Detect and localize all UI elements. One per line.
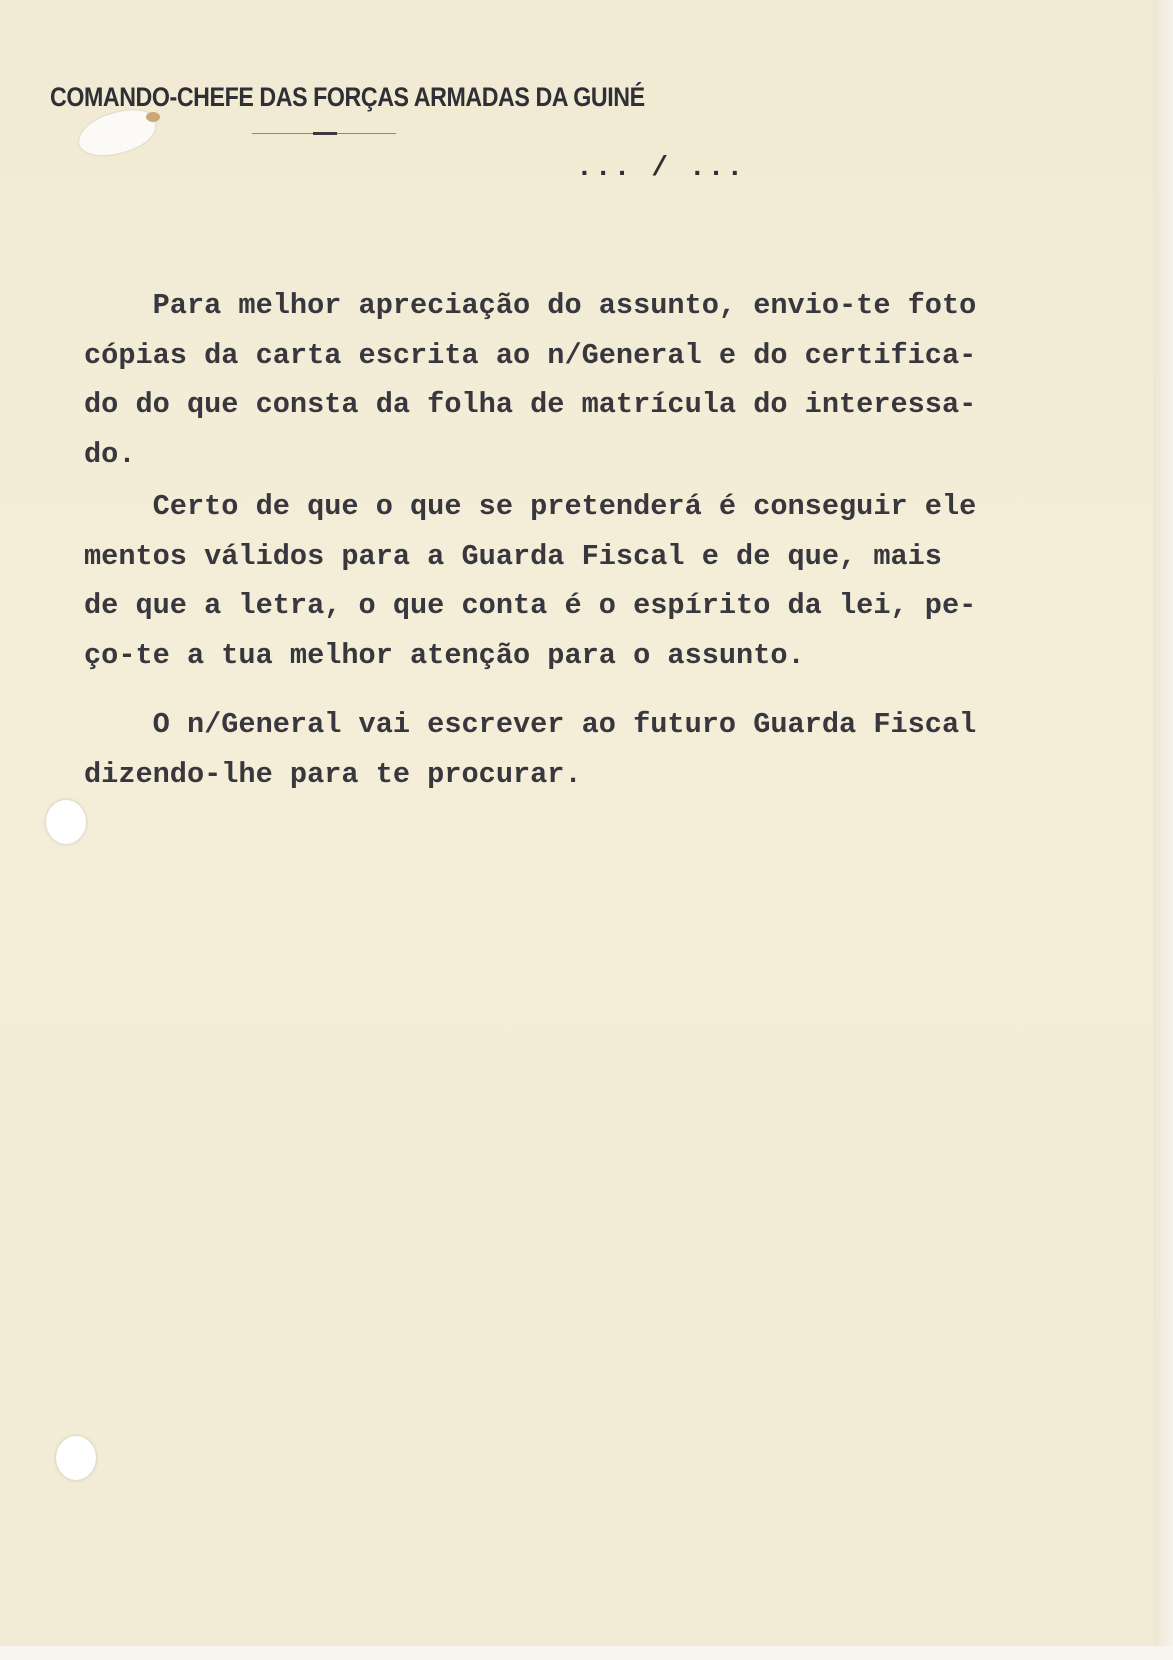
paragraph-2: Certo de que o que se pretenderá é conseguir ele mentos válidos para a Guarda Fiscal e de que, mais de que a letra, o que conta é o espírito da lei, pe- ço-te a tua melhor atenção para o assunto.	[84, 490, 977, 672]
paragraph-3: O n/General vai escrever ao futuro Guarda Fiscal dizendo-lhe para te procurar.	[84, 708, 977, 791]
paragraph-1: Para melhor apreciação do assunto, envio-te foto cópias da carta escrita ao n/General e do certifica- do do que consta da folha de matrícula do interessa- do.	[84, 289, 977, 471]
stain-mark	[146, 112, 160, 122]
punch-hole-lower	[56, 1436, 96, 1480]
letterhead: COMANDO-CHEFE DAS FORÇAS ARMADAS DA GUINÉ	[50, 82, 645, 112]
punch-hole-upper	[46, 800, 86, 844]
letterhead-rule-mark	[313, 132, 337, 135]
page-edge	[1153, 0, 1173, 1660]
page-bottom-edge	[0, 1646, 1173, 1660]
page-continuation-marker: ... / ...	[576, 153, 746, 184]
